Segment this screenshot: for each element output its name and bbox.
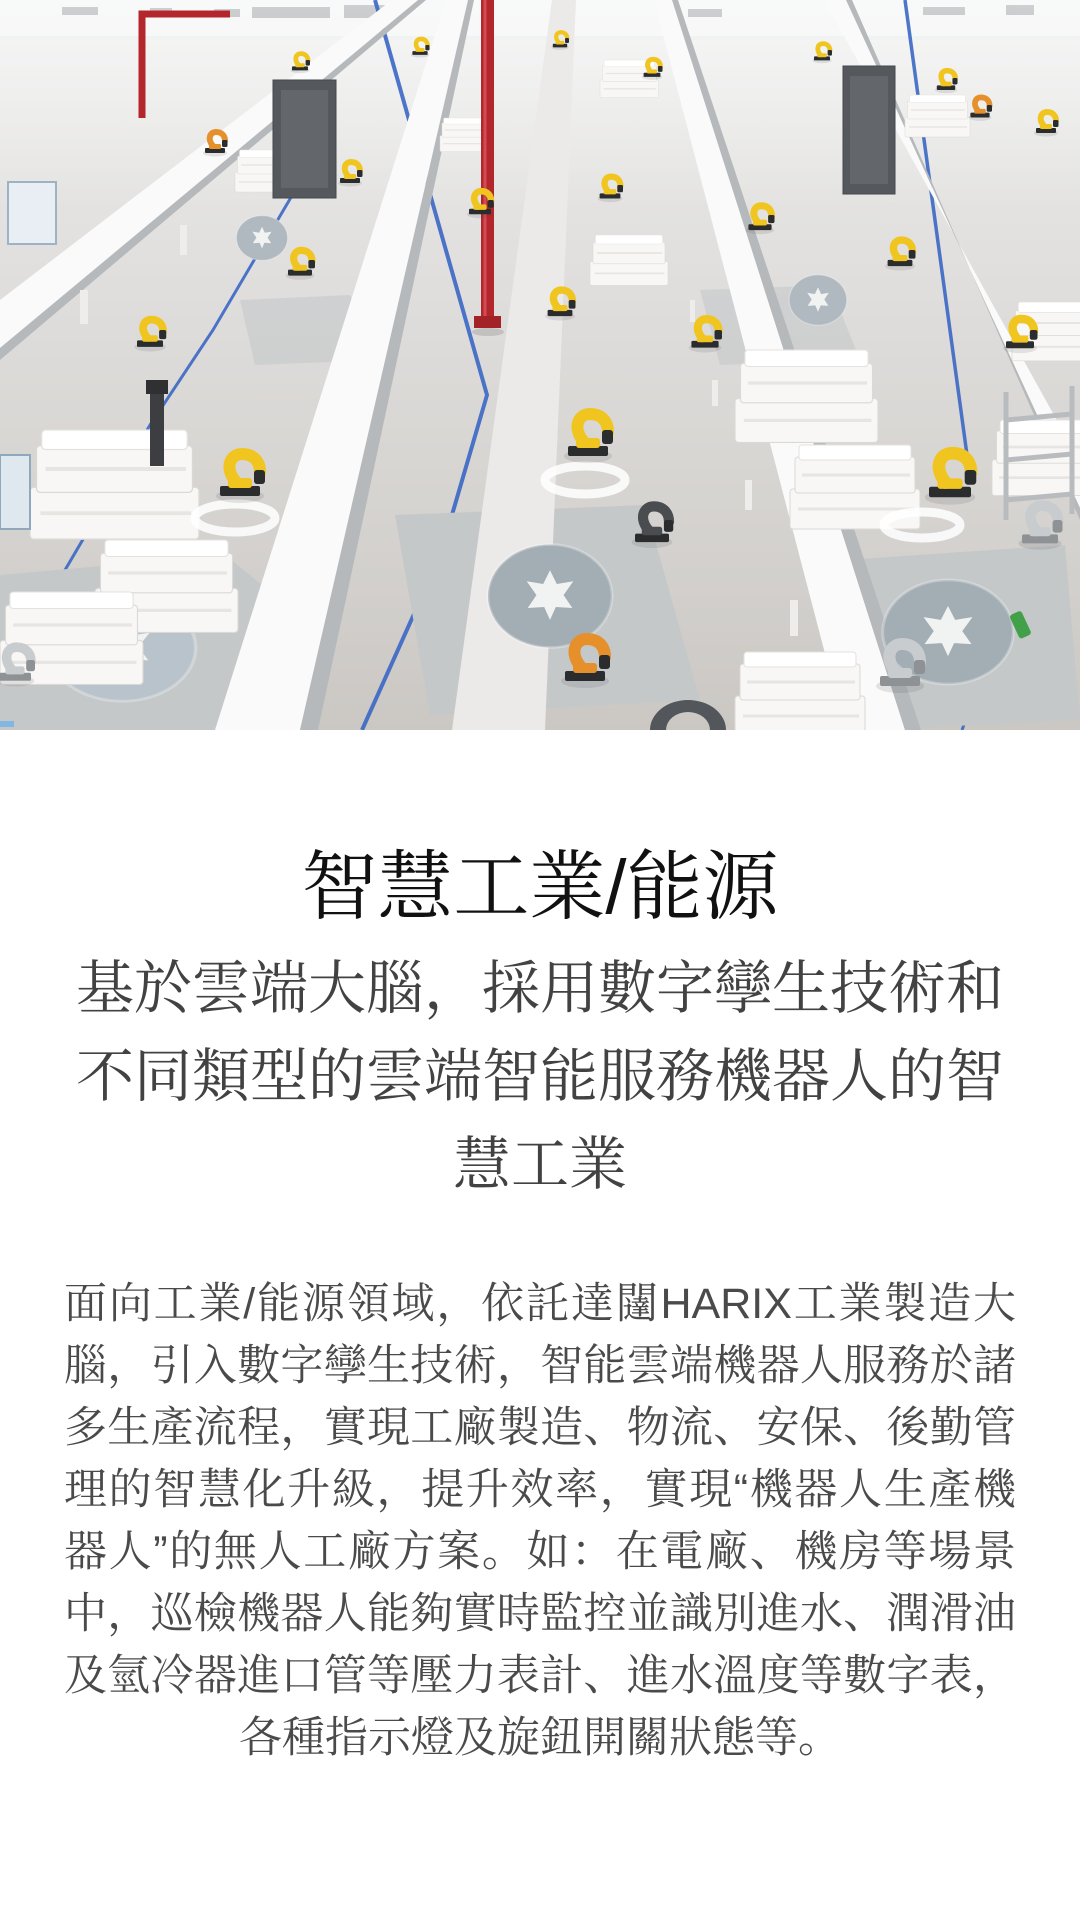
section-body: 面向工業/能源領域，依託達闥HARIX工業製造大腦，引入數字孿生技術，智能雲端機器人服務於諸多生產流程，實現工廠製造、物流、安保、後勤管理的智慧化升級，提升效率，實現“機器人生產機器人”的無人工廠方案。如：在電廠、機房等場景中，巡檢機器人能夠實時監控並識別進水、潤滑油及氫冷器進口管等壓力表計、進水溫度等數字表，各種指示燈及旋鈕開關狀態等。 (64, 1280, 1016, 1763)
section-subtitle: 基於雲端大腦，採用數字孿生技術和不同類型的雲端智能服務機器人的智慧工業 (75, 956, 1004, 1198)
content-section (0, 730, 1080, 1769)
hero-video-still (0, 0, 1080, 730)
video-progress-sliver (0, 721, 14, 727)
smart-factory-illustration (0, 0, 1080, 730)
section-title: 智慧工業/能源 (301, 845, 779, 930)
